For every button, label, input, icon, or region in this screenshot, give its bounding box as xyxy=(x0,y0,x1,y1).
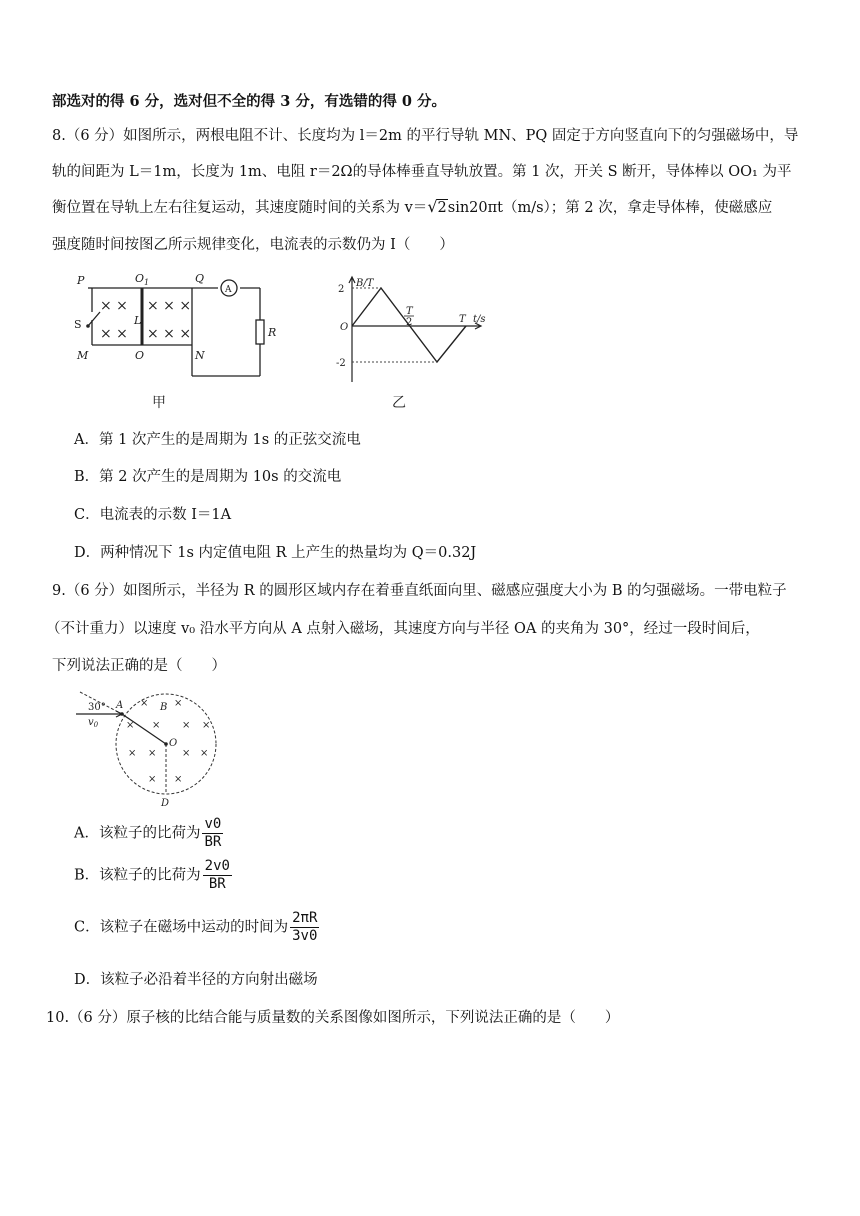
yi-half-period-den: 2 xyxy=(406,317,413,328)
figure-q9-circle xyxy=(70,690,230,810)
label-Q: Q xyxy=(195,272,205,285)
figure-jia-circuit xyxy=(70,268,280,413)
q9-option-b-text: B．该粒子的比荷为 xyxy=(74,867,201,884)
svg-text:× ×: × × xyxy=(100,326,128,342)
q9-line-3: 下列说法正确的是（ ） xyxy=(52,658,226,674)
q9-label-D: D xyxy=(161,798,170,809)
q8-line-1: 8.（6 分）如图所示，两根电阻不计、长度均为 l＝2m 的平行导轨 MN、PQ 固定于方向竖直向下的匀强磁场中，导 xyxy=(52,128,799,144)
label-M: M xyxy=(77,349,89,362)
q8-option-c: C．电流表的示数 I＝1A xyxy=(74,507,232,523)
yi-origin: O xyxy=(340,322,349,333)
svg-text:×: × xyxy=(182,720,191,731)
q9-option-a-fraction: $\frac{v0}{BR}$ xyxy=(204,816,222,850)
q9-label-O: O xyxy=(169,738,178,749)
q9-angle-label: 30° xyxy=(88,702,106,713)
svg-text:×: × xyxy=(174,774,183,785)
q9-line-1: 9.（6 分）如图所示，半径为 R 的圆形区域内存在着垂直纸面向里、磁感应强度大小为 B 的匀强磁场。一带电粒子 xyxy=(52,583,787,599)
svg-text:×: × xyxy=(182,748,191,759)
q9-option-c-text: C．该粒子在磁场中运动的时间为 xyxy=(74,919,289,936)
svg-text:× × ×: × × × xyxy=(147,326,192,342)
q8-line-4: 强度随时间按图乙所示规律变化，电流表的示数仍为 I（ ） xyxy=(52,237,454,253)
q8-option-a: A．第 1 次产生的是周期为 1s 的正弦交流电 xyxy=(74,432,361,448)
svg-text:×: × xyxy=(202,720,211,731)
label-L: L xyxy=(134,314,142,327)
figure-yi-graph xyxy=(330,272,510,417)
yi-xlabel: t/s xyxy=(473,314,486,325)
label-S: S xyxy=(74,318,82,331)
svg-text:×: × xyxy=(174,698,183,709)
q9-option-b xyxy=(74,858,232,893)
scoring-note: 部选对的得 6 分，选对但不全的得 3 分，有选错的得 0 分。 xyxy=(52,93,447,110)
q8-option-b: B．第 2 次产生的是周期为 10s 的交流电 xyxy=(74,469,342,485)
svg-text:× × ×: × × × xyxy=(147,298,192,314)
q9-option-c xyxy=(74,910,319,945)
yi-ylabel: B/T xyxy=(356,278,374,289)
label-O1: $O_1$ xyxy=(135,272,150,287)
svg-text:×: × xyxy=(128,748,137,759)
caption-jia: 甲 xyxy=(152,395,166,411)
q9-label-B: B xyxy=(160,702,168,713)
svg-text:×: × xyxy=(126,720,135,731)
ammeter-label: A xyxy=(225,285,232,295)
q8-option-d: D．两种情况下 1s 内定值电阻 R 上产生的热量均为 Q＝0.32J xyxy=(74,545,477,561)
label-R: R xyxy=(268,326,277,339)
label-N: N xyxy=(195,349,205,362)
q9-line-2: （不计重力）以速度 v₀ 沿水平方向从 A 点射入磁场，其速度方向与半径 OA 的夹角为 30°，经过一段时间后， xyxy=(46,621,760,637)
svg-text:× ×: × × xyxy=(100,298,128,314)
q9-option-a xyxy=(74,816,223,851)
caption-yi: 乙 xyxy=(392,395,406,411)
svg-text:×: × xyxy=(140,698,149,709)
q9-option-a-text: A．该粒子的比荷为 xyxy=(74,825,201,842)
q9-label-A: A xyxy=(116,700,124,711)
yi-half-period-num: T xyxy=(406,306,413,317)
yi-ytick-bottom: -2 xyxy=(336,358,346,369)
q8-line-3-b: sin20πt（m/s）；第 2 次，拿走导体棒，使磁感应 xyxy=(447,200,773,216)
q10-line-1: 10.（6 分）原子核的比结合能与质量数的关系图像如图所示，下列说法正确的是（ ） xyxy=(46,1010,620,1026)
yi-period: T xyxy=(459,314,466,325)
q8-line-3: 衡位置在导轨上左右往复运动，其速度随时间的关系为 v＝√2sin20πt（m/s）；第 2 次，拿走导体棒，使磁感应 xyxy=(52,197,773,216)
svg-text:×: × xyxy=(200,748,209,759)
svg-text:×: × xyxy=(148,748,157,759)
svg-text:×: × xyxy=(148,774,157,785)
label-O: O xyxy=(135,349,145,362)
yi-ytick-top: 2 xyxy=(338,284,345,295)
q9-option-d: D．该粒子必沿着半径的方向射出磁场 xyxy=(74,972,318,988)
label-P: P xyxy=(77,274,85,287)
svg-text:×: × xyxy=(152,720,161,731)
q8-line-3-a: 衡位置在导轨上左右往复运动，其速度随时间的关系为 v＝ xyxy=(52,200,428,216)
q8-line-2: 轨的间距为 L＝1m，长度为 1m、电阻 r＝2Ω的导体棒垂直导轨放置。第 1 次，开关 S 断开，导体棒以 OO₁ 为平 xyxy=(52,164,792,180)
q9-option-c-fraction: $\frac{2\pi R}{3v0}$ xyxy=(292,910,318,944)
q9-option-b-fraction: $\frac{2v0}{BR}$ xyxy=(204,858,230,892)
q8-sqrt-value: 2 xyxy=(437,200,447,216)
q9-label-v0: $v_0$ xyxy=(88,717,99,729)
